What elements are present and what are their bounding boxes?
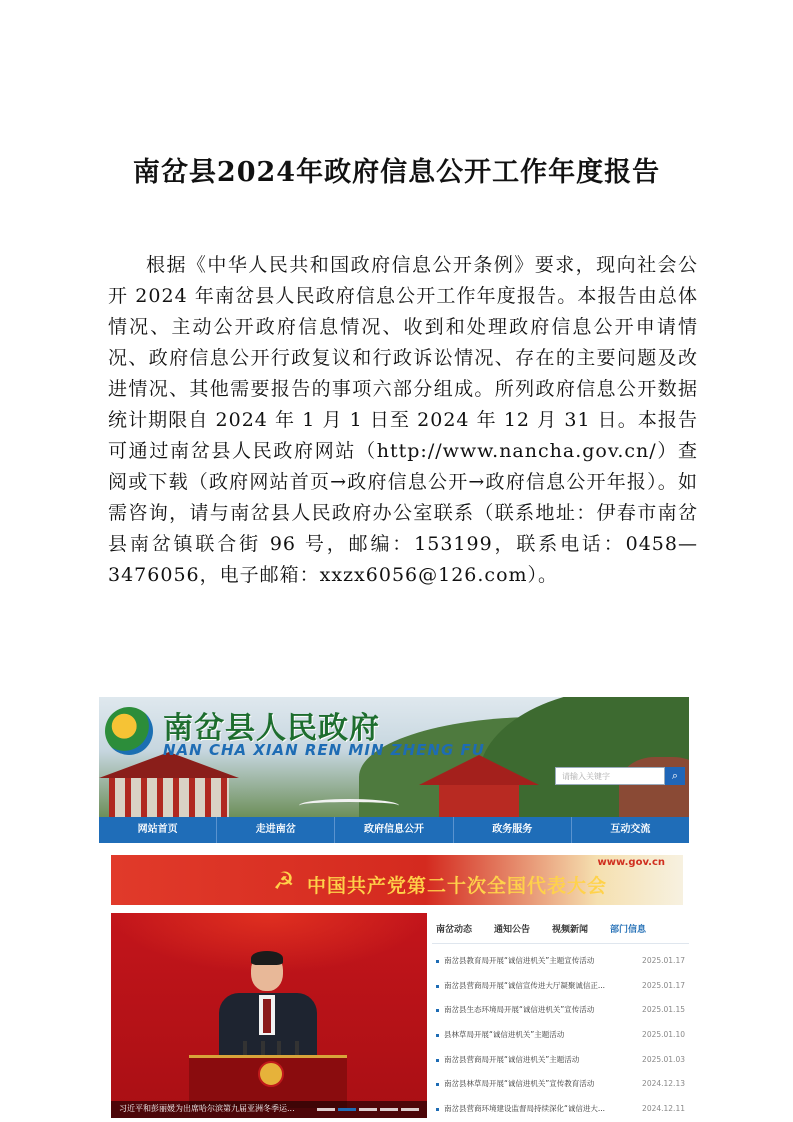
tab-local-news[interactable]: 南岔动态 xyxy=(436,925,473,935)
news-date: 2025.01.17 xyxy=(642,980,685,990)
carousel-dots xyxy=(317,1108,419,1111)
news-title[interactable]: 南岔县教育局开展“诚信进机关”主题宣传活动 xyxy=(444,956,595,965)
nav-about[interactable]: 走进南岔 xyxy=(217,817,335,843)
bullet-icon xyxy=(436,1009,439,1012)
site-logo-icon xyxy=(105,707,153,755)
party-congress-banner[interactable] xyxy=(111,855,683,905)
list-item[interactable] xyxy=(432,949,689,974)
pavilion-base xyxy=(439,785,519,817)
tab-video-news[interactable]: 视频新闻 xyxy=(552,925,589,935)
nav-info-disclosure[interactable]: 政府信息公开 xyxy=(335,817,453,843)
banner-text: 中国共产党第二十次全国代表大会 xyxy=(307,875,608,897)
news-photo[interactable] xyxy=(111,913,427,1118)
pavilion-base xyxy=(109,778,229,817)
gov-cn-link[interactable]: www.gov.cn xyxy=(597,857,665,868)
list-item[interactable] xyxy=(432,1072,689,1097)
website-screenshot xyxy=(99,697,689,1118)
news-date: 2025.01.15 xyxy=(642,1005,685,1015)
list-item[interactable] xyxy=(432,1097,689,1118)
news-date: 2025.01.17 xyxy=(642,956,685,965)
report-intro xyxy=(108,250,698,591)
nav-home[interactable]: 网站首页 xyxy=(99,817,217,843)
carousel-dot[interactable] xyxy=(380,1108,398,1111)
photo-caption[interactable]: 习近平和彭丽媛为出席哈尔滨第九届亚洲冬季运... xyxy=(119,1104,295,1113)
nav-interaction[interactable]: 互动交流 xyxy=(610,824,651,835)
bullet-icon xyxy=(436,960,439,963)
intro-paragraph: 根据《中华人民共和国政府信息公开条例》要求，现向社会公开 2024 年南岔县人民政府信息公开工作年度报告。本报告由总体情况、主动公开政府信息情况、收到和处理政府信息公开申请情况、政府信息公开行政复议和行政诉讼情况、存在的主要问题及改进情况、其他需要报告的事项六部分组成。所列政府信息公开数据统计期限自 2024 年 1 月 1 日至 2024 年 12 月 31 日。本报告可通过南岔县人民政府网站（http://www.nancha.gov.cn/）查阅或下载（政府网站首页→政府信息公开→政府信息公开年报）。如需咨询，请与南岔县人民政府办公室联系（联系地址：伊春市南岔县南岔镇联合街 96 号，邮编：153199，联系电话：0458—3476056，电子邮箱：xxzx6056@126.com）。 xyxy=(108,254,698,586)
bullet-icon xyxy=(436,1108,439,1111)
report-title: 南岔县2024年政府信息公开工作年度报告 xyxy=(132,157,661,188)
news-title[interactable]: 南岔县生态环境局开展“诚信进机关”宣传活动 xyxy=(444,1005,595,1015)
news-date: 2024.12.11 xyxy=(642,1104,685,1114)
tab-notices[interactable]: 通知公告 xyxy=(494,925,531,935)
search-input[interactable]: 请输入关键字 xyxy=(555,767,665,785)
news-list xyxy=(432,949,689,1118)
bridge-shape xyxy=(299,799,399,812)
news-title[interactable]: 南岔县营商环境建设监督局持续深化“诚信进大... xyxy=(444,1104,606,1114)
rock-shape xyxy=(619,757,689,817)
bullet-icon xyxy=(436,1034,439,1037)
carousel-dot[interactable] xyxy=(401,1108,419,1111)
site-pinyin: NAN CHA XIAN REN MIN ZHENG FU xyxy=(163,741,485,759)
news-title[interactable]: 南岔县营商局开展“诚信宣传进大厅凝聚诚信正... xyxy=(444,980,606,990)
news-tabs xyxy=(432,921,689,944)
person-tie xyxy=(263,999,271,1033)
party-emblem-icon: ☭ xyxy=(273,867,295,895)
list-item[interactable] xyxy=(432,998,689,1023)
pavilion-roof xyxy=(419,755,539,785)
search-icon[interactable]: ⌕ xyxy=(665,767,685,785)
carousel-dot[interactable] xyxy=(359,1108,377,1111)
bullet-icon xyxy=(436,1083,439,1086)
person-hair xyxy=(251,951,283,965)
bullet-icon xyxy=(436,1059,439,1062)
list-item[interactable] xyxy=(432,1023,689,1048)
news-title[interactable]: 南岔县营商局开展“诚信进机关”主题活动 xyxy=(444,1054,580,1064)
news-date: 2025.01.03 xyxy=(642,1054,685,1064)
site-name: 南岔县人民政府 xyxy=(163,711,380,746)
carousel-dot[interactable] xyxy=(317,1108,335,1111)
list-item[interactable] xyxy=(432,1048,689,1073)
news-panel xyxy=(432,913,689,1118)
nav-services[interactable]: 政务服务 xyxy=(454,817,572,843)
news-date: 2025.01.10 xyxy=(642,1030,685,1040)
tab-department-info[interactable]: 部门信息 xyxy=(610,925,647,935)
carousel-dot[interactable] xyxy=(338,1108,356,1111)
bullet-icon xyxy=(436,985,439,988)
site-banner xyxy=(99,697,689,817)
news-date: 2024.12.13 xyxy=(642,1079,685,1089)
news-title[interactable]: 南岔县林草局开展“诚信进机关”宣传教育活动 xyxy=(444,1079,595,1089)
national-emblem-icon xyxy=(258,1061,284,1087)
list-item[interactable] xyxy=(432,974,689,999)
news-title[interactable]: 县林草局开展“诚信进机关”主题活动 xyxy=(444,1030,565,1040)
main-nav xyxy=(99,817,689,843)
